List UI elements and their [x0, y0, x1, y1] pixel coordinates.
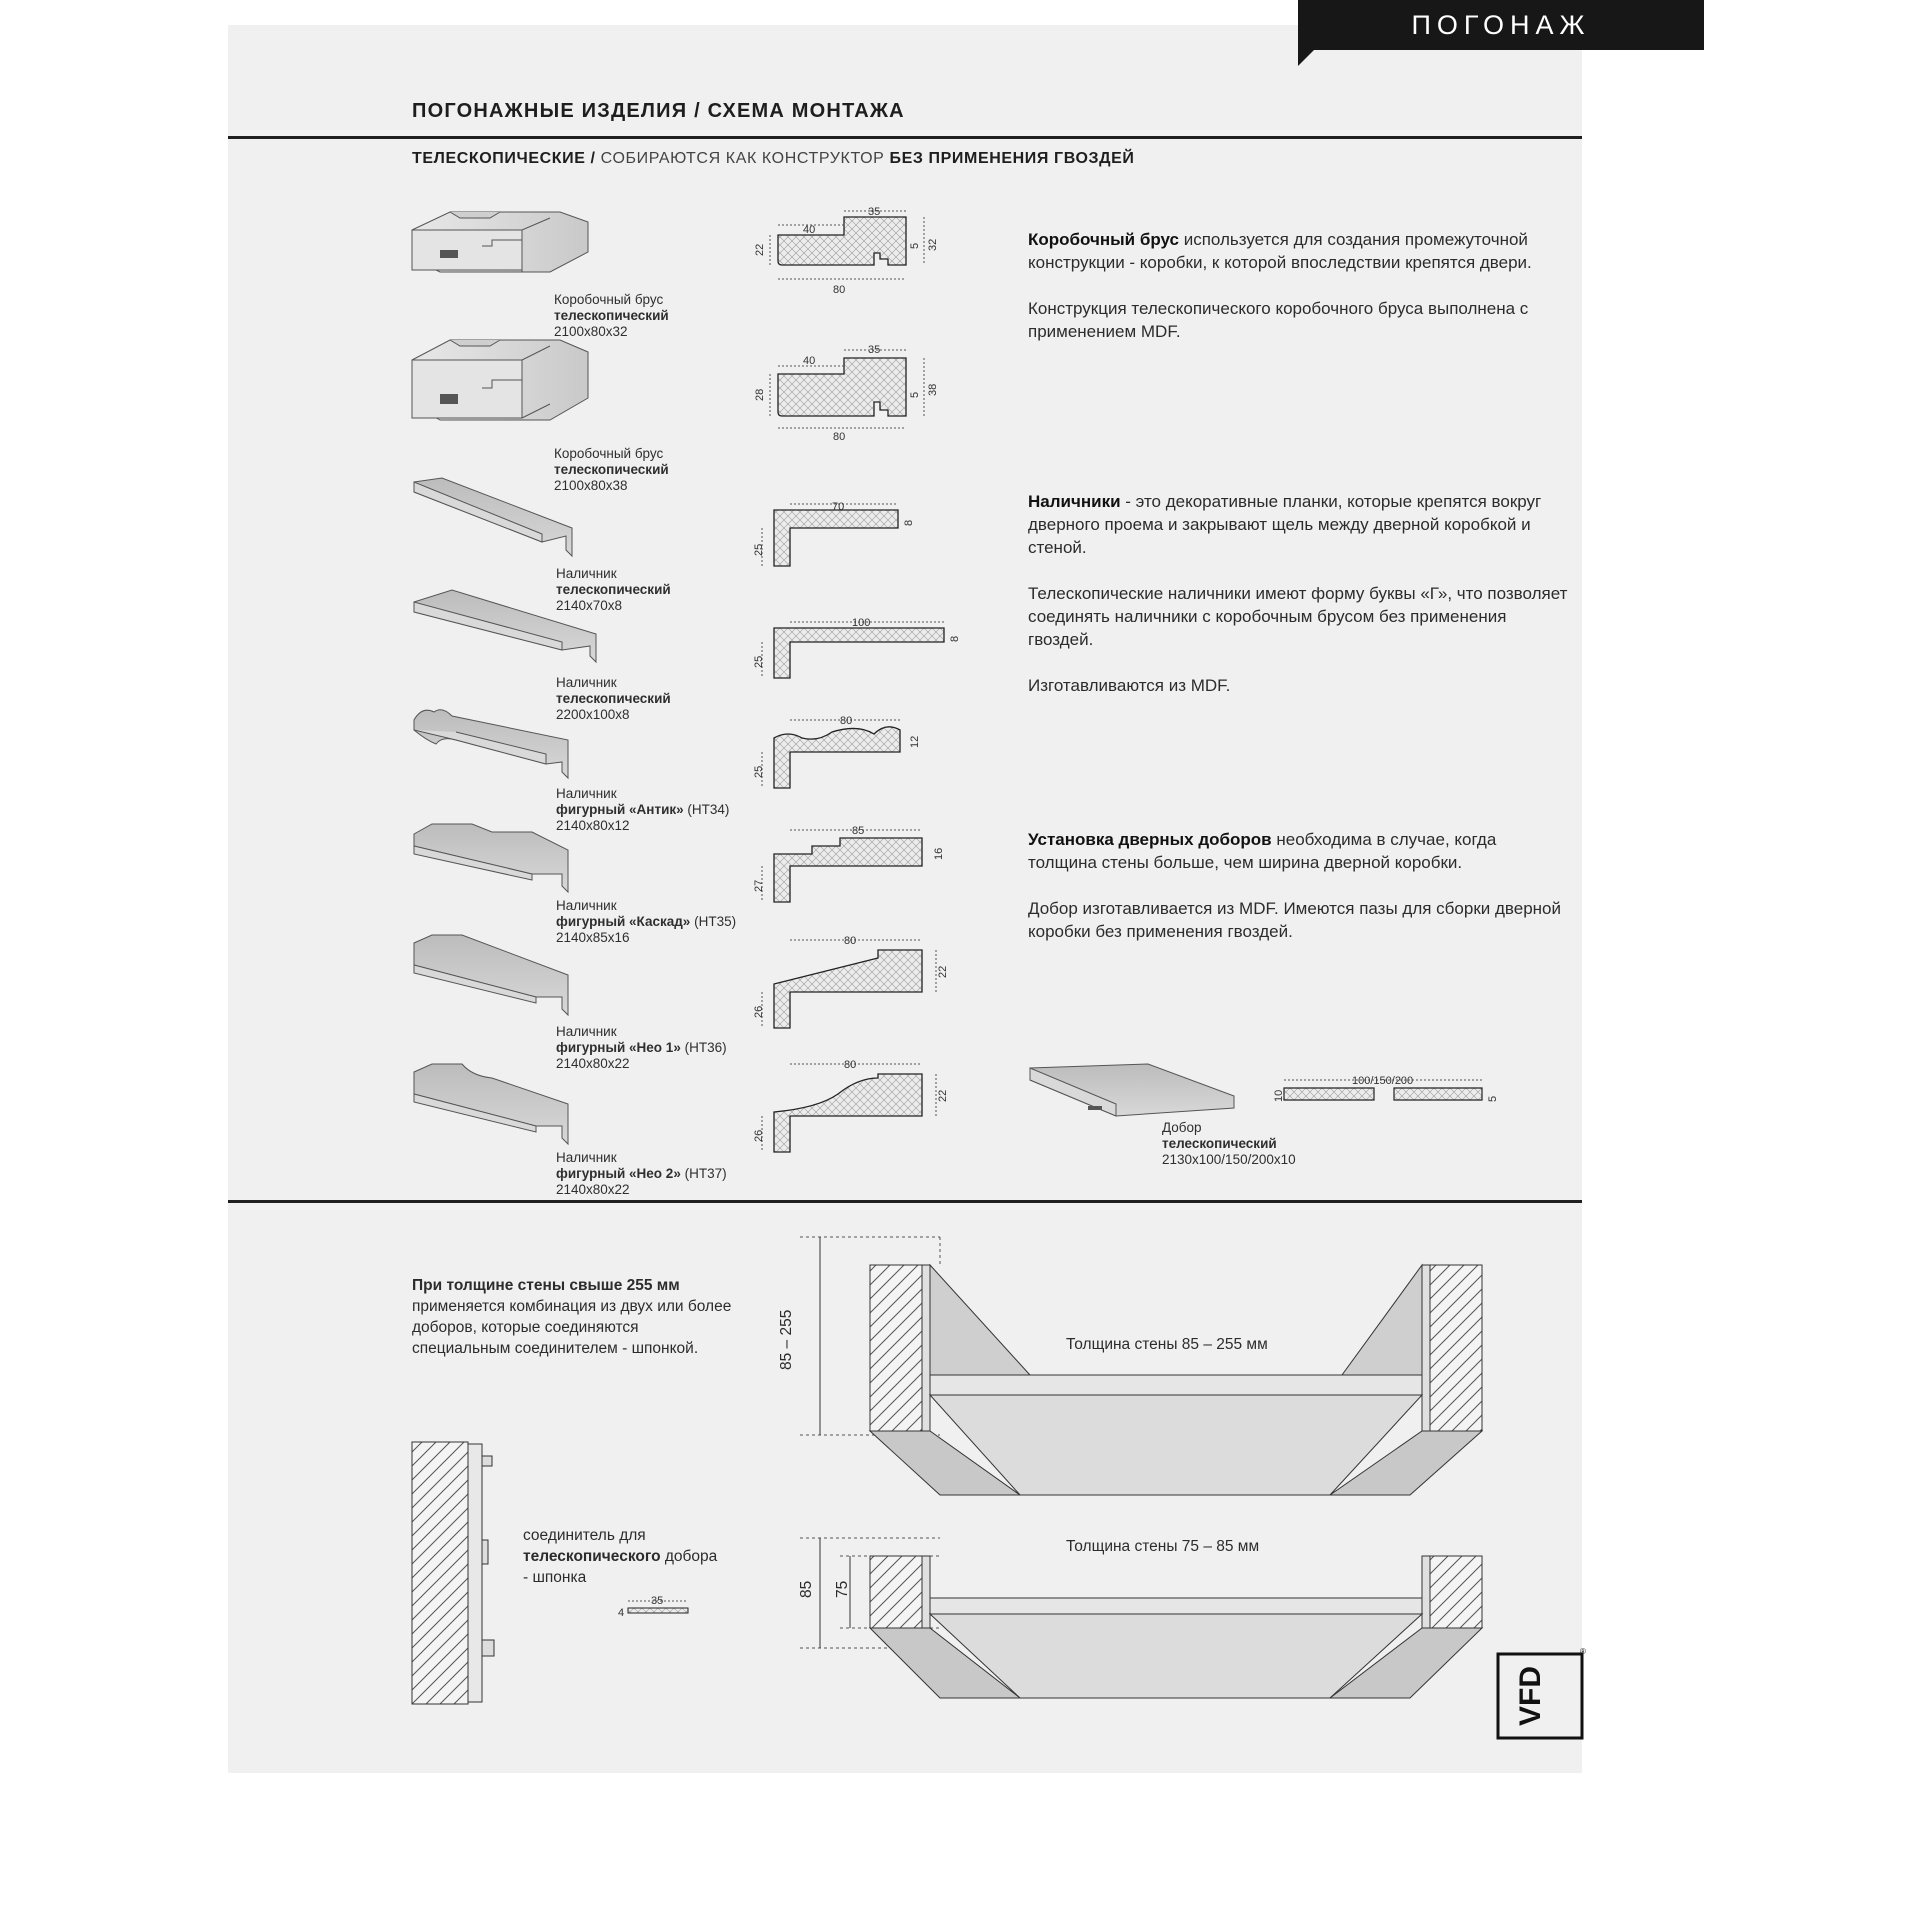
dim-width: 85	[852, 825, 865, 837]
dim-width: 80	[833, 284, 846, 296]
connector-note	[523, 1525, 723, 1588]
conn-text1: соединитель для	[523, 1527, 646, 1544]
dim-thick: 10	[1273, 1089, 1285, 1102]
caption-line2: телескопический	[554, 308, 669, 323]
note-text: применяется комбинация из двух или более доборов, которые соединяются специальным соединителем - шпонкой.	[412, 1298, 732, 1357]
desc-trim-text2: Телескопические наличники имеют форму буквы «Г», что позволяет соединять наличники с коробочным брусом без применения гвоздей.	[1028, 584, 1568, 649]
narrow-wall-dim-outer: 85	[798, 1580, 815, 1598]
caption-line2: телескопический	[1162, 1136, 1277, 1151]
dim-left: 40	[803, 355, 816, 367]
trim-neo1-profile	[748, 928, 948, 1038]
dim-width: 100	[852, 617, 871, 629]
trim-neo1-image	[412, 935, 582, 1025]
logo-text: VFD	[1514, 1666, 1547, 1726]
narrow-wall-label: Толщина стены 75 – 85 мм	[1066, 1538, 1260, 1555]
dim-top: 35	[868, 206, 881, 218]
caption-size: 2140x85x16	[556, 930, 630, 945]
logo-reg: ®	[1580, 1647, 1586, 1656]
desc-ext-text2: Добор изготавливается из MDF. Имеются пазы для сборки дверной коробки без применения гвоздей.	[1028, 899, 1561, 941]
trim-antik-image	[412, 706, 582, 786]
desc-box-text: используется для создания промежуточной конструкции - коробки, к которой впоследствии крепятся двери.	[1028, 230, 1532, 272]
dim-width: 70	[832, 501, 845, 513]
caption-size: 2140x70x8	[556, 598, 623, 613]
trim-neo2-image	[412, 1064, 582, 1154]
install-diagram-narrow	[790, 1528, 1510, 1723]
extension-description	[1028, 828, 1568, 966]
caption-line1: Наличник	[556, 898, 617, 913]
dim-height-left: 22	[754, 243, 766, 256]
box-beam-32-image	[410, 210, 590, 300]
dim-width: 80	[844, 935, 857, 947]
dobor-profile	[1274, 1072, 1504, 1112]
caption-line2: фигурный «Нео 2»	[556, 1166, 681, 1181]
caption-line1: Наличник	[556, 1024, 617, 1039]
box-beam-description	[1028, 228, 1568, 366]
trim-antik-profile	[748, 712, 948, 802]
title-rule	[228, 136, 1582, 139]
section-tag-corner	[1298, 50, 1314, 66]
dim-width: 35	[651, 1595, 664, 1607]
desc-trim-bold: Наличники	[1028, 492, 1121, 511]
vfd-logo	[1496, 1648, 1584, 1740]
dobor-caption	[1162, 1120, 1296, 1168]
trim-antik-caption	[556, 786, 729, 834]
dim-groove: 5	[909, 242, 921, 249]
caption-line1: Добор	[1162, 1120, 1202, 1135]
dim-thick: 12	[909, 735, 921, 748]
dim-leg: 25	[753, 655, 765, 668]
subtitle-light: СОБИРАЮТСЯ КАК КОНСТРУКТОР	[595, 150, 890, 167]
section-tag: ПОГОНАЖ	[1298, 0, 1704, 50]
wide-wall-note	[412, 1275, 732, 1359]
dim-width: 80	[833, 431, 846, 443]
dim-width: 80	[844, 1059, 857, 1071]
box-beam-38-image	[410, 338, 590, 448]
install-diagram-wide	[790, 1225, 1510, 1510]
connector-diagram	[410, 1440, 510, 1715]
caption-size: 2140x80x12	[556, 818, 630, 833]
caption-size: 2140x80x22	[556, 1056, 630, 1071]
caption-size: 2200x100x8	[556, 707, 630, 722]
caption-line2: фигурный «Нео 1»	[556, 1040, 681, 1055]
caption-line1: Коробочный брус	[554, 292, 664, 307]
subtitle-bold-2: БЕЗ ПРИМЕНЕНИЯ ГВОЗДЕЙ	[889, 150, 1135, 167]
dim-groove: 5	[1487, 1095, 1499, 1102]
trim-kaskad-profile	[748, 822, 948, 912]
dim-groove: 5	[909, 391, 921, 398]
trim-kaskad-image	[412, 822, 582, 902]
caption-code: (НТ37)	[680, 1166, 727, 1181]
desc-box-bold: Коробочный брус	[1028, 230, 1179, 249]
dim-leg: 27	[753, 879, 765, 892]
caption-line1: Коробочный брус	[554, 446, 664, 461]
page-subtitle	[412, 150, 1135, 168]
dobor-image	[1028, 1064, 1238, 1124]
dim-top: 35	[868, 344, 881, 356]
trim-70-profile	[748, 500, 928, 580]
caption-line2: фигурный «Антик»	[556, 802, 684, 817]
desc-trim-text3: Изготавливаются из MDF.	[1028, 676, 1231, 695]
caption-line1: Наличник	[556, 786, 617, 801]
caption-line2: телескопический	[556, 691, 671, 706]
connector-profile	[618, 1592, 698, 1622]
dim-height-right: 32	[927, 238, 939, 251]
caption-line2: фигурный «Каскад»	[556, 914, 691, 929]
caption-size: 2100x80x38	[554, 478, 628, 493]
trim-100-image	[412, 590, 602, 670]
trim-kaskad-caption	[556, 898, 736, 946]
caption-size: 2100x80x32	[554, 324, 628, 339]
dim-height: 4	[618, 1607, 625, 1619]
caption-code: (НТ35)	[690, 914, 737, 929]
dim-thick: 22	[937, 1089, 949, 1102]
caption-line1: Наличник	[556, 675, 617, 690]
trim-neo2-profile	[748, 1052, 948, 1162]
dim-thick: 8	[903, 519, 915, 526]
desc-box-text2: Конструкция телескопического коробочного бруса выполнена с применением MDF.	[1028, 299, 1529, 341]
trim-70-image	[412, 478, 582, 568]
note-bold: При толщине стены свыше 255 мм	[412, 1277, 680, 1294]
box-beam-32-caption	[554, 292, 669, 340]
caption-size: 2140x80x22	[556, 1182, 630, 1197]
caption-line1: Наличник	[556, 1150, 617, 1165]
subtitle-bold-1: ТЕЛЕСКОПИЧЕСКИЕ /	[412, 150, 596, 167]
box-beam-38-profile	[748, 340, 948, 450]
desc-ext-text: необходима в случае, когда толщина стены больше, чем ширина дверной коробки.	[1028, 830, 1497, 872]
conn-bold: телескопического	[523, 1548, 661, 1565]
dim-width: 80	[840, 715, 853, 727]
dim-thick: 16	[933, 847, 945, 860]
trim-100-profile	[748, 612, 968, 692]
dim-leg: 26	[753, 1129, 765, 1142]
wide-wall-label: Толщина стены 85 – 255 мм	[1066, 1336, 1268, 1353]
caption-line2: телескопический	[556, 582, 671, 597]
caption-code: (НТ34)	[683, 802, 730, 817]
dim-width: 100/150/200	[1352, 1075, 1414, 1087]
dim-leg: 26	[753, 1005, 765, 1018]
dim-height-left: 28	[754, 388, 766, 401]
page-title: ПОГОНАЖНЫЕ ИЗДЕЛИЯ / СХЕМА МОНТАЖА	[412, 100, 905, 122]
caption-size: 2130x100/150/200x10	[1162, 1152, 1296, 1167]
dim-thick: 8	[949, 635, 961, 642]
narrow-wall-dim-inner: 75	[834, 1580, 851, 1598]
conn-text2: добора - шпонка	[523, 1548, 718, 1586]
caption-line1: Наличник	[556, 566, 617, 581]
dim-left: 40	[803, 224, 816, 236]
section-rule	[228, 1200, 1582, 1203]
dim-leg: 25	[753, 543, 765, 556]
desc-ext-bold: Установка дверных доборов	[1028, 830, 1272, 849]
caption-line2: телескопический	[554, 462, 669, 477]
dim-thick: 22	[937, 965, 949, 978]
desc-trim-text: - это декоративные планки, которые крепятся вокруг дверного проема и закрывают щель между дверной коробкой и стеной.	[1028, 492, 1542, 557]
wide-wall-dim: 85 – 255	[778, 1309, 795, 1370]
trim-neo2-caption	[556, 1150, 727, 1198]
caption-code: (НТ36)	[680, 1040, 727, 1055]
dim-leg: 25	[753, 765, 765, 778]
box-beam-32-profile	[748, 205, 948, 305]
dim-height-right: 38	[927, 383, 939, 396]
trim-description	[1028, 490, 1568, 720]
